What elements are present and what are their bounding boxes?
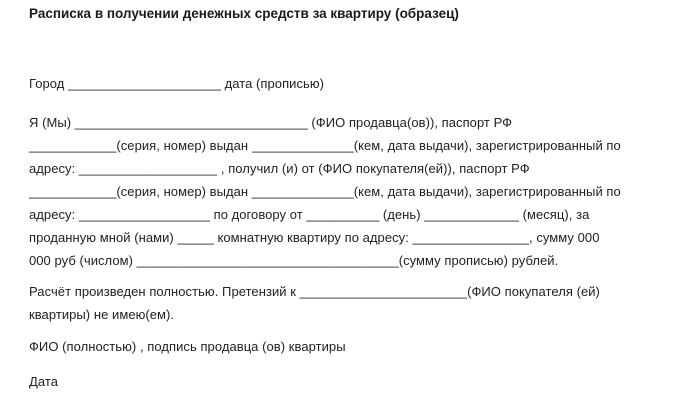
contract-line: адресу: __________________ по договору от __________ (день) _____________ (месяц), за bbox=[29, 207, 590, 222]
document-title: Расписка в получении денежных средств за квартиру (образец) bbox=[29, 6, 459, 21]
no-claims-line: квартиры) не имею(ем). bbox=[29, 307, 175, 322]
seller-name-line: Я (Мы) ________________________________ (ФИО продавца(ов)), паспорт РФ bbox=[29, 115, 513, 130]
date-label: Дата bbox=[29, 374, 58, 389]
seller-address-line: адресу: ___________________ , получил (и) от (ФИО покупателя(ей)), паспорт РФ bbox=[29, 161, 530, 176]
city-date-line: Город _____________________ дата (прописью) bbox=[29, 76, 325, 91]
signature-line: ФИО (полностью) , подпись продавца (ов) квартиры bbox=[29, 339, 346, 354]
seller-passport-line: ____________(серия, номер) выдан ______________(кем, дата выдачи), зарегистрированный по bbox=[29, 138, 621, 153]
sum-line: 000 руб (числом) ____________________________________(сумму прописью) рублей. bbox=[29, 253, 559, 268]
apartment-line: проданную мной (нами) _____ комнатную квартиру по адресу: ________________, сумму 000 bbox=[29, 230, 600, 245]
buyer-passport-line: ____________(серия, номер) выдан ______________(кем, дата выдачи), зарегистрированный по bbox=[29, 184, 621, 199]
settlement-line: Расчёт произведен полностью. Претензий к _______________________(ФИО покупателя (ей) bbox=[29, 284, 600, 299]
